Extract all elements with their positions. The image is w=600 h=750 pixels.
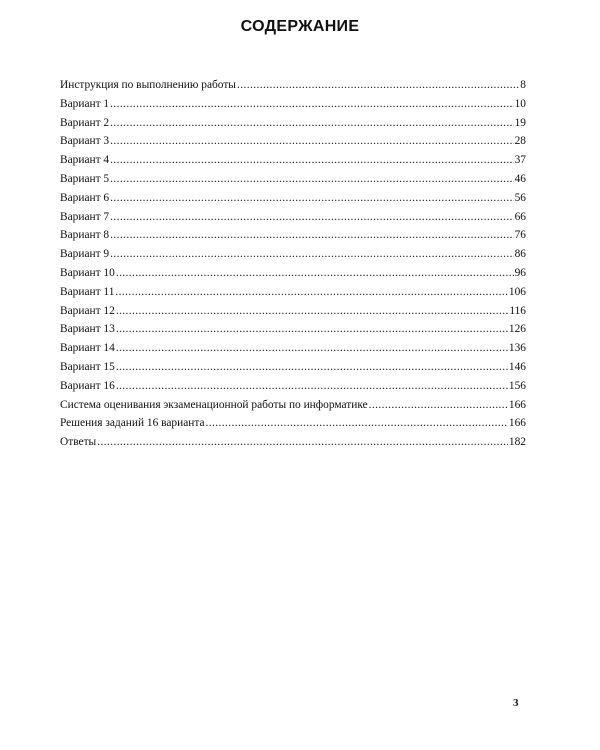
toc-entry-label: Вариант 16 (60, 379, 115, 392)
toc-dot-leader (110, 208, 513, 227)
toc-entry-variant-3[interactable] (60, 132, 526, 151)
toc-entry-variant-11[interactable] (60, 283, 526, 302)
toc-dot-leader (110, 151, 513, 170)
toc-entry-page: 10 (514, 97, 526, 110)
toc-entry-label: Вариант 7 (60, 210, 110, 223)
toc-entry-variant-1[interactable] (60, 95, 526, 114)
toc-entry-variant-9[interactable] (60, 245, 526, 264)
toc-entry-label: Вариант 15 (60, 360, 115, 373)
toc-entry-page: 166 (508, 417, 526, 430)
toc-dot-leader (97, 433, 508, 452)
toc-entry-page: 19 (514, 116, 526, 129)
page-number: 3 (513, 697, 519, 709)
toc-entry-grading-system[interactable] (60, 396, 526, 415)
toc-entry-page: 136 (508, 342, 526, 355)
toc-entry-label: Вариант 10 (60, 266, 115, 279)
toc-entry-label: Вариант 9 (60, 248, 110, 261)
table-of-contents (60, 76, 526, 452)
toc-entry-variant-8[interactable] (60, 226, 526, 245)
toc-entry-label: Вариант 5 (60, 172, 110, 185)
toc-entry-label: Вариант 14 (60, 342, 115, 355)
toc-entry-variant-12[interactable] (60, 302, 526, 321)
toc-dot-leader (116, 302, 509, 321)
toc-entry-label: Система оценивания экзаменационной работы по информатике (60, 398, 368, 411)
toc-entry-variant-15[interactable] (60, 358, 526, 377)
toc-entry-label: Вариант 11 (60, 285, 115, 298)
toc-dot-leader (369, 396, 508, 415)
toc-entry-label: Ответы (60, 436, 97, 449)
toc-dot-leader (116, 320, 508, 339)
toc-dot-leader (115, 283, 508, 302)
toc-entry-page: 56 (514, 191, 526, 204)
toc-entry-page: 182 (508, 436, 526, 449)
toc-entry-page: 8 (520, 79, 526, 91)
toc-dot-leader (110, 245, 513, 264)
toc-entry-page: 86 (514, 248, 526, 261)
toc-dot-leader (110, 189, 513, 208)
toc-entry-page: 28 (514, 135, 526, 148)
toc-entry-label: Инструкция по выполнению работы (60, 79, 236, 91)
toc-entry-page: 96 (514, 266, 526, 279)
toc-entry-variant-6[interactable] (60, 189, 526, 208)
toc-dot-leader (110, 226, 513, 245)
toc-entry-label: Вариант 3 (60, 135, 110, 148)
toc-entry-variant-10[interactable] (60, 264, 526, 283)
toc-entry-page: 66 (514, 210, 526, 223)
toc-entry-page: 146 (508, 360, 526, 373)
toc-dot-leader (110, 132, 513, 151)
toc-entry-label: Вариант 8 (60, 229, 110, 242)
toc-dot-leader (110, 170, 513, 189)
toc-entry-page: 37 (514, 154, 526, 167)
toc-entry-variant-13[interactable] (60, 320, 526, 339)
toc-entry-label: Вариант 6 (60, 191, 110, 204)
toc-dot-leader (116, 377, 508, 396)
toc-entry-page: 156 (508, 379, 526, 392)
toc-dot-leader (116, 264, 514, 283)
toc-entry-label: Вариант 1 (60, 97, 110, 110)
toc-entry-answers[interactable] (60, 433, 526, 452)
toc-entry-page: 116 (509, 304, 526, 317)
toc-entry-page: 46 (514, 172, 526, 185)
toc-dot-leader (237, 76, 519, 95)
toc-dot-leader (110, 114, 513, 133)
toc-entry-variant-5[interactable] (60, 170, 526, 189)
toc-entry-variant-4[interactable] (60, 151, 526, 170)
toc-entry-label: Вариант 4 (60, 154, 110, 167)
page-title: СОДЕРЖАНИЕ (240, 18, 360, 35)
toc-entry-page: 126 (508, 323, 526, 336)
toc-entry-label: Вариант 2 (60, 116, 110, 129)
toc-entry-variant-14[interactable] (60, 339, 526, 358)
toc-entry-page: 106 (508, 285, 526, 298)
toc-dot-leader (116, 358, 508, 377)
toc-entry-instructions[interactable] (60, 76, 526, 95)
toc-entry-label: Вариант 13 (60, 323, 115, 336)
toc-entry-variant-2[interactable] (60, 114, 526, 133)
toc-entry-variant-7[interactable] (60, 208, 526, 227)
toc-dot-leader (206, 414, 508, 433)
toc-entry-page: 166 (508, 398, 526, 411)
toc-entry-page: 76 (514, 229, 526, 242)
toc-dot-leader (110, 95, 513, 114)
toc-entry-label: Решения заданий 16 варианта (60, 417, 205, 430)
toc-entry-label: Вариант 12 (60, 304, 115, 317)
toc-entry-solutions-variant-16[interactable] (60, 414, 526, 433)
toc-dot-leader (116, 339, 508, 358)
toc-entry-variant-16[interactable] (60, 377, 526, 396)
